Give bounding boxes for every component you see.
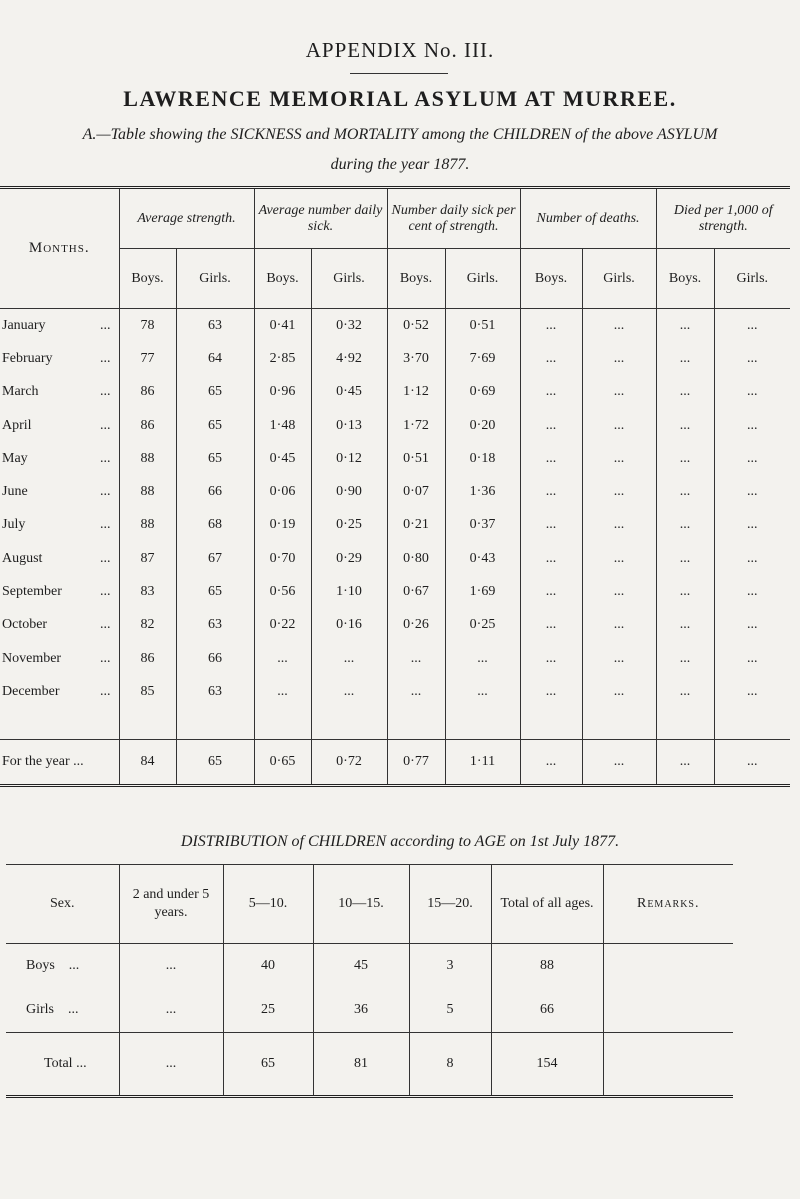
table-cell: ... <box>119 1033 223 1097</box>
table-row-month <box>0 575 790 608</box>
sex-rows <box>6 944 733 1033</box>
table-row-month <box>0 609 790 642</box>
table-cell: ... <box>582 442 656 475</box>
col-header-girls: Girls. <box>445 249 520 309</box>
table-cell: 0·51 <box>387 442 445 475</box>
monthly-rows <box>0 309 790 740</box>
col-header-remarks: Remarks. <box>603 865 733 944</box>
table-cell: 0·67 <box>387 575 445 608</box>
table-cell: ... <box>520 442 582 475</box>
table-cell: 0·21 <box>387 509 445 542</box>
table-cell: 67 <box>176 542 254 575</box>
table-cell: ... <box>714 342 790 375</box>
table-cell: 0·18 <box>445 442 520 475</box>
table-row-month <box>0 409 790 442</box>
table-cell: 0·80 <box>387 542 445 575</box>
header-died-per-1000: Died per 1,000 of strength. <box>656 188 790 249</box>
table-cell: ... <box>445 642 520 675</box>
table-cell: 0·65 <box>254 739 311 785</box>
table-cell: ... <box>714 309 790 343</box>
col-header-girls: Girls. <box>582 249 656 309</box>
appendix-heading: APPENDIX No. III. <box>305 38 495 62</box>
col-header-boys: Boys. <box>387 249 445 309</box>
table-cell: 0·56 <box>254 575 311 608</box>
table-cell: ... <box>387 642 445 675</box>
table-cell: 2·85 <box>254 342 311 375</box>
row-label: December ... <box>2 683 111 699</box>
table-cell: 7·69 <box>445 342 520 375</box>
table-row-month <box>0 376 790 409</box>
table-cell: 63 <box>176 309 254 343</box>
table-cell: ... <box>254 675 311 708</box>
table-cell: ... <box>520 609 582 642</box>
table-cell: 66 <box>491 988 603 1033</box>
table-cell: 78 <box>119 309 176 343</box>
header-deaths: Number of deaths. <box>520 188 656 249</box>
table-cell: ... <box>520 376 582 409</box>
table-cell: 68 <box>176 509 254 542</box>
col-header-age-2-5: 2 and under 5 years. <box>119 865 223 944</box>
table-cell: ... <box>656 475 714 508</box>
table-cell: 154 <box>491 1033 603 1097</box>
table-cell: ... <box>520 575 582 608</box>
table-row-month <box>0 342 790 375</box>
table-cell: ... <box>520 542 582 575</box>
table-cell: ... <box>119 988 223 1033</box>
table-row-month <box>0 475 790 508</box>
table-cell: 64 <box>176 342 254 375</box>
empty-cell <box>656 709 714 740</box>
document-title: LAWRENCE MEMORIAL ASYLUM AT MURREE. <box>123 86 677 111</box>
table-cell: 1·72 <box>387 409 445 442</box>
table-cell: 65 <box>176 376 254 409</box>
remarks-cell <box>603 944 733 989</box>
table-cell: ... <box>656 642 714 675</box>
sickness-mortality-table <box>0 186 790 787</box>
table-cell: 63 <box>176 609 254 642</box>
table-cell: ... <box>311 642 387 675</box>
months-header: Months. <box>0 188 119 309</box>
table-cell: 0·12 <box>311 442 387 475</box>
table-row-month <box>0 309 790 343</box>
distribution-title: DISTRIBUTION of CHILDREN according to AGE on 1st July 1877. <box>180 833 620 850</box>
table-cell: 0·69 <box>445 376 520 409</box>
col-header-boys: Boys. <box>119 249 176 309</box>
table-cell: 0·70 <box>254 542 311 575</box>
table-cell: ... <box>582 575 656 608</box>
table-cell: ... <box>582 376 656 409</box>
table-cell: ... <box>520 409 582 442</box>
table-cell: 4·92 <box>311 342 387 375</box>
table-cell: ... <box>520 342 582 375</box>
empty-cell <box>0 709 119 740</box>
table-cell: ... <box>119 944 223 989</box>
col-header-boys: Boys. <box>254 249 311 309</box>
table-cell: 0·19 <box>254 509 311 542</box>
table-cell: ... <box>582 642 656 675</box>
table-cell: 0·41 <box>254 309 311 343</box>
table-cell: 3 <box>409 944 491 989</box>
table-cell: 63 <box>176 675 254 708</box>
table-cell: ... <box>656 309 714 343</box>
table-cell: ... <box>582 509 656 542</box>
row-label: March ... <box>2 384 111 400</box>
row-label: January ... <box>2 317 111 333</box>
remarks-cell <box>603 988 733 1033</box>
table-cell: ... <box>714 442 790 475</box>
table-row-month <box>0 509 790 542</box>
row-label: April ... <box>2 417 111 433</box>
col-header-girls: Girls. <box>311 249 387 309</box>
table-cell: 0·06 <box>254 475 311 508</box>
empty-cell <box>387 709 445 740</box>
table-cell: 88 <box>491 944 603 989</box>
table-row-sex <box>6 944 733 989</box>
row-label: June ... <box>2 484 111 500</box>
table-cell: 0·43 <box>445 542 520 575</box>
table-cell: ... <box>714 409 790 442</box>
table-cell: 88 <box>119 509 176 542</box>
empty-cell <box>445 709 520 740</box>
table-cell: ... <box>311 675 387 708</box>
table-cell: 0·37 <box>445 509 520 542</box>
table-cell: ... <box>520 642 582 675</box>
row-label: November ... <box>2 650 111 666</box>
empty-cell <box>520 709 582 740</box>
table-cell: 85 <box>119 675 176 708</box>
row-label: Boys ... <box>26 958 80 973</box>
table-cell: 0·07 <box>387 475 445 508</box>
table-row-sex <box>6 988 733 1033</box>
table-cell: ... <box>582 609 656 642</box>
table-cell: 66 <box>176 642 254 675</box>
table-cell: 0·22 <box>254 609 311 642</box>
row-label: February ... <box>2 350 111 366</box>
table-subtitle: A.—Table showing the SICKNESS and MORTALITY among the CHILDREN of the above ASYLUM <box>82 126 718 143</box>
table-cell: 86 <box>119 409 176 442</box>
table-period: during the year 1877. <box>330 156 470 173</box>
table-cell: ... <box>582 475 656 508</box>
table-cell: ... <box>656 442 714 475</box>
table-cell: ... <box>582 739 656 785</box>
table-cell: 0·25 <box>311 509 387 542</box>
empty-cell <box>176 709 254 740</box>
header-sick-percent: Number daily sick per cent of strength. <box>387 188 520 249</box>
table-cell: 82 <box>119 609 176 642</box>
table-cell: 0·32 <box>311 309 387 343</box>
table-cell: ... <box>520 739 582 785</box>
row-label: Girls ... <box>26 1002 79 1017</box>
table-cell: 5 <box>409 988 491 1033</box>
table-cell: ... <box>582 675 656 708</box>
table-row-month <box>0 442 790 475</box>
table-cell: 65 <box>176 739 254 785</box>
col-header-age-10-15: 10—15. <box>313 865 409 944</box>
table-cell: 36 <box>313 988 409 1033</box>
table-cell: 0·52 <box>387 309 445 343</box>
table-cell: ... <box>656 542 714 575</box>
table-cell: 0·20 <box>445 409 520 442</box>
table-cell: ... <box>714 675 790 708</box>
table-cell: ... <box>714 609 790 642</box>
table-row-month <box>0 542 790 575</box>
table-cell: 0·16 <box>311 609 387 642</box>
table-cell: ... <box>656 409 714 442</box>
year-total-row <box>0 739 790 785</box>
heading-rule <box>350 73 448 74</box>
table-cell: 1·36 <box>445 475 520 508</box>
table-cell: 1·48 <box>254 409 311 442</box>
table-cell: 0·51 <box>445 309 520 343</box>
table-cell: 86 <box>119 376 176 409</box>
table-cell: 77 <box>119 342 176 375</box>
table-cell: 0·77 <box>387 739 445 785</box>
table-cell: 1·10 <box>311 575 387 608</box>
table-cell: 65 <box>176 442 254 475</box>
row-label: October ... <box>2 617 111 633</box>
table-cell: 0·13 <box>311 409 387 442</box>
table-cell: ... <box>254 642 311 675</box>
table-cell: ... <box>582 542 656 575</box>
empty-cell <box>254 709 311 740</box>
table-cell: ... <box>714 575 790 608</box>
table-cell: 0·72 <box>311 739 387 785</box>
header-average-strength: Average strength. <box>119 188 254 249</box>
table-cell: 81 <box>313 1033 409 1097</box>
row-label: Total ... <box>6 1033 119 1097</box>
row-label: For the year ... <box>0 739 119 785</box>
table-cell: 40 <box>223 944 313 989</box>
row-label: August ... <box>2 550 111 566</box>
table-cell: ... <box>714 509 790 542</box>
empty-cell <box>582 709 656 740</box>
table-cell: 0·45 <box>254 442 311 475</box>
table-cell: ... <box>520 509 582 542</box>
table-cell: 66 <box>176 475 254 508</box>
spacer-row <box>0 709 790 740</box>
table-cell: ... <box>520 675 582 708</box>
table-cell: ... <box>520 475 582 508</box>
table-cell: ... <box>520 309 582 343</box>
table-cell: ... <box>714 475 790 508</box>
table-cell: ... <box>656 376 714 409</box>
table-cell: 88 <box>119 475 176 508</box>
table-cell: ... <box>387 675 445 708</box>
table-cell: ... <box>714 542 790 575</box>
table-row-month <box>0 642 790 675</box>
table-cell: 25 <box>223 988 313 1033</box>
table-cell: 84 <box>119 739 176 785</box>
table-cell: ... <box>656 675 714 708</box>
col-header-boys: Boys. <box>520 249 582 309</box>
table-cell: 3·70 <box>387 342 445 375</box>
table-cell: 65 <box>176 575 254 608</box>
table-cell: 87 <box>119 542 176 575</box>
table-cell: ... <box>656 739 714 785</box>
age-distribution-table <box>6 864 733 1098</box>
table-cell: ... <box>656 509 714 542</box>
table-cell: 0·90 <box>311 475 387 508</box>
col-header-girls: Girls. <box>176 249 254 309</box>
table-row-month <box>0 675 790 708</box>
col-header-girls: Girls. <box>714 249 790 309</box>
table-cell: ... <box>582 342 656 375</box>
col-header-total-ages: Total of all ages. <box>491 865 603 944</box>
table-cell: ... <box>714 739 790 785</box>
table-cell: 65 <box>176 409 254 442</box>
table-cell: 0·45 <box>311 376 387 409</box>
table-cell: 45 <box>313 944 409 989</box>
table-cell: 65 <box>223 1033 313 1097</box>
table-cell: ... <box>714 376 790 409</box>
table-cell: 88 <box>119 442 176 475</box>
table-cell: 8 <box>409 1033 491 1097</box>
empty-cell <box>714 709 790 740</box>
table-cell: 0·29 <box>311 542 387 575</box>
table-cell: ... <box>656 609 714 642</box>
table-cell: ... <box>714 642 790 675</box>
table-cell: 86 <box>119 642 176 675</box>
table-cell: ... <box>582 309 656 343</box>
col-header-boys: Boys. <box>656 249 714 309</box>
table-cell: 1·69 <box>445 575 520 608</box>
row-label: July ... <box>2 517 111 533</box>
header-daily-sick: Average number daily sick. <box>254 188 387 249</box>
row-label: September ... <box>2 584 111 600</box>
table-cell: 0·96 <box>254 376 311 409</box>
row-label: May ... <box>2 450 111 466</box>
col-header-age-5-10: 5—10. <box>223 865 313 944</box>
col-header-age-15-20: 15—20. <box>409 865 491 944</box>
distribution-total-row <box>6 1033 733 1097</box>
table-cell: ... <box>445 675 520 708</box>
table-cell: 0·25 <box>445 609 520 642</box>
empty-cell <box>311 709 387 740</box>
table-cell: 0·26 <box>387 609 445 642</box>
remarks-cell <box>603 1033 733 1097</box>
table-cell: ... <box>582 409 656 442</box>
table-cell: ... <box>656 342 714 375</box>
col-header-sex: Sex. <box>6 865 119 944</box>
table-cell: ... <box>656 575 714 608</box>
table-cell: 83 <box>119 575 176 608</box>
table-cell: 1·11 <box>445 739 520 785</box>
empty-cell <box>119 709 176 740</box>
table-cell: 1·12 <box>387 376 445 409</box>
